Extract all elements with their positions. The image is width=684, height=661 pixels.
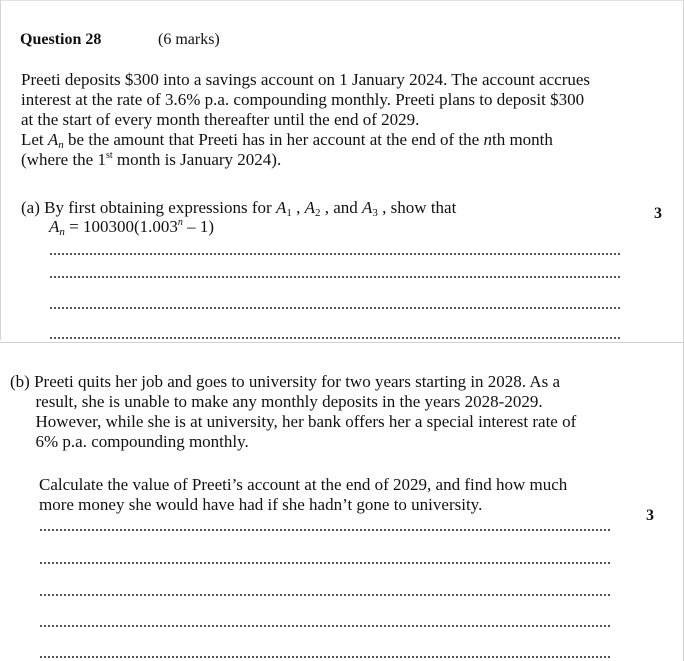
question-marks: (6 marks)	[158, 31, 220, 48]
stem-line-3: at the start of every month thereafter until the end of 2029.	[21, 110, 420, 129]
question-title: Question 28	[20, 31, 102, 48]
answer-line-b-1[interactable]	[40, 529, 610, 531]
stem-line-2: interest at the rate of 3.6% p.a. compounding monthly. Preeti plans to deposit $300	[21, 90, 585, 109]
answer-line-b-4[interactable]	[40, 625, 610, 627]
part-b-calc-line-2: more money she would have had if she hadn’t gone to university.	[39, 495, 483, 514]
part-b-marks: 3	[646, 507, 654, 524]
part-b-calculation	[39, 475, 567, 515]
answer-line-b-5[interactable]	[40, 656, 610, 658]
answer-line-b-3[interactable]	[40, 594, 610, 596]
part-a-marks: 3	[654, 205, 662, 222]
answer-line-a-4[interactable]	[50, 337, 620, 339]
answer-line-b-2[interactable]	[40, 562, 610, 564]
part-b-line-1: (b) Preeti quits her job and goes to university for two years starting in 2028. As a	[10, 372, 561, 391]
stem-line-5: (where the 1st month is January 2024).	[21, 150, 282, 169]
part-a-formula: $A_n = 100300(1.003^n - 1)$	[49, 217, 215, 238]
section-divider	[0, 342, 684, 343]
stem-line-4: Let $A_n$ be the amount that Preeti has in her account at the end of the nth month	[21, 130, 553, 151]
part-b-line-3: However, while she is at university, her bank offers her a special interest rate of	[10, 412, 577, 431]
page-top-border	[0, 0, 684, 1]
part-b-line-4: 6% p.a. compounding monthly.	[10, 432, 249, 451]
question-stem	[21, 70, 661, 170]
answer-line-a-2[interactable]	[50, 276, 620, 278]
answer-line-a-3[interactable]	[50, 307, 620, 309]
answer-line-a-1[interactable]	[50, 253, 620, 255]
page-left-border	[0, 0, 1, 340]
stem-line-1: Preeti deposits $300 into a savings account on 1 January 2024. The account accrues	[21, 70, 591, 89]
part-b-prompt	[10, 372, 650, 452]
part-b-line-2: result, she is unable to make any monthly deposits in the years 2028-2029.	[10, 392, 543, 411]
part-b-calc-line-1: Calculate the value of Preeti’s account at the end of 2029, and find how much	[39, 475, 568, 494]
part-a-prompt: (a) By first obtaining expressions for $A_1$ , $A_2$ , and $A_3$ , show that	[21, 198, 457, 219]
